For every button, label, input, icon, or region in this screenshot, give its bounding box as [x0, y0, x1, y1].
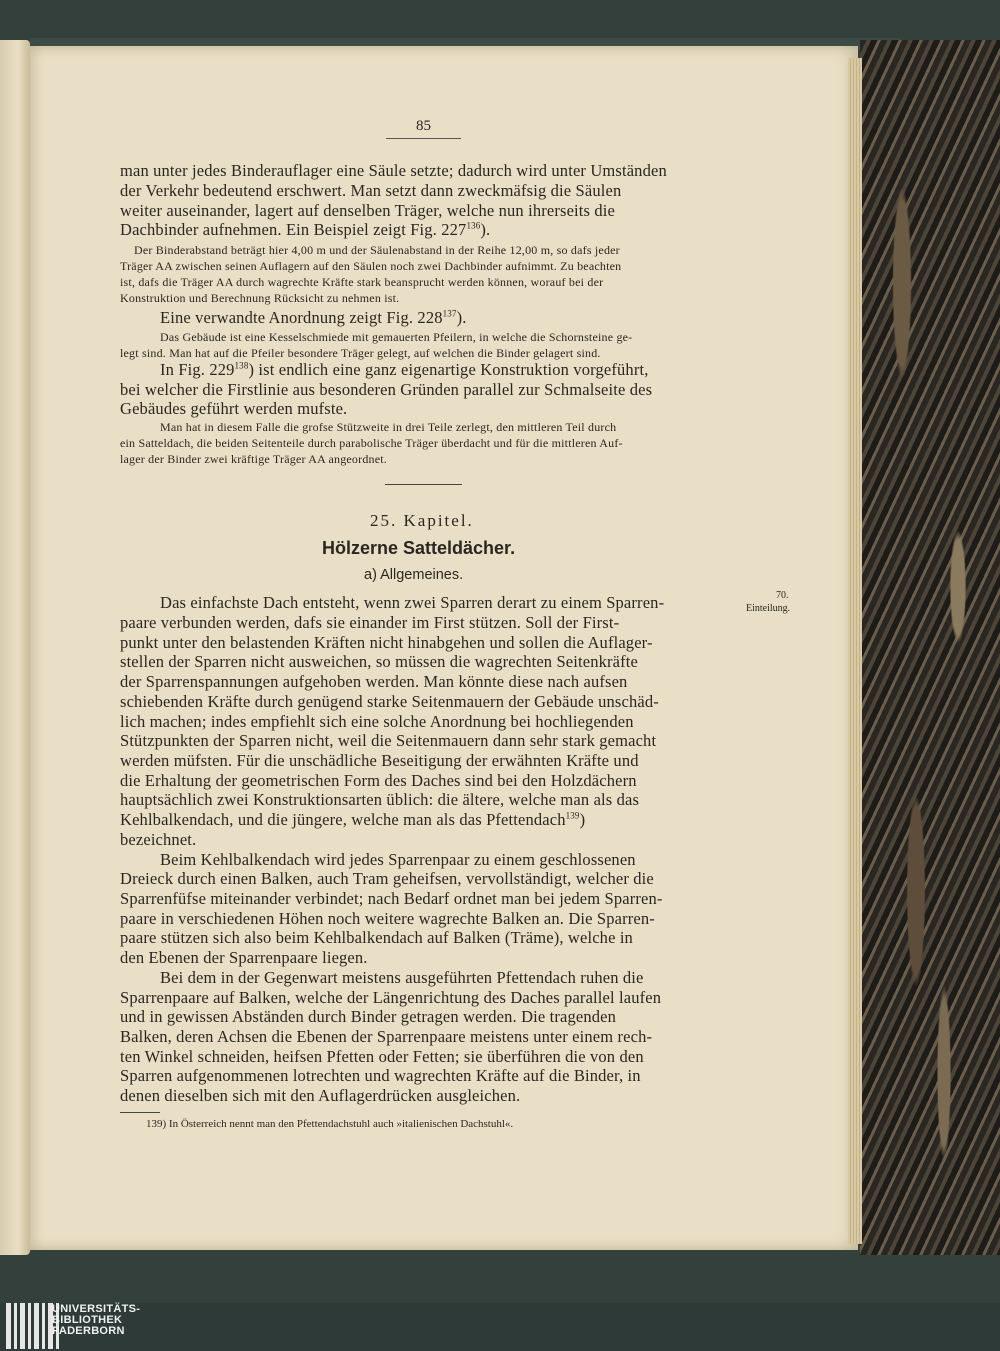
small-text-line: Träger AA zwischen seinen Auflagern auf den Säulen noch zwei Dachbinder aufnimmt. Zu beachten [120, 259, 622, 273]
text-line: bei welcher die Firstlinie aus besonderen Gründen parallel zur Schmalseite des [120, 380, 653, 399]
library-name-line: UNIVERSITÄTS- [52, 1303, 141, 1315]
text-line: Stützpunkten der Sparren nicht, weil die Seitenmauern dann sehr stark gemacht [120, 731, 657, 750]
text-line: Dreieck durch einen Balken, auch Tram geheifsen, vervollständigt, welcher die [120, 869, 654, 888]
small-text-line: Man hat in diesem Falle die grofse Stützweite in drei Teile zerlegt, den mittleren Teil durch [160, 420, 617, 434]
text-line: Balken, deren Achsen die Ebenen der Sparrenpaare meistens unter einem rech- [120, 1027, 653, 1046]
text-span: Eine verwandte Anordnung zeigt Fig. 228 [160, 308, 443, 327]
text-line: der Sparrenspannungen aufgehoben werden. Man könnte diese nach aufsen [120, 672, 628, 691]
footnote-ref: 136 [466, 220, 481, 231]
margin-note-number: 70. [776, 590, 789, 601]
small-text-line: Der Binderabstand beträgt hier 4,00 m und der Säulenabstand in der Reihe 12,00 m, so dafs jeder [134, 243, 620, 257]
small-text-line: Das Gebäude ist eine Kesselschmiede mit gemauerten Pfeilern, in welche die Schornsteine ge- [160, 330, 633, 344]
library-name-line: PADERBORN [52, 1325, 125, 1337]
text-line: den Ebenen der Sparrenpaare liegen. [120, 948, 368, 967]
header-rule [386, 138, 461, 139]
text-line: punkt unter den belastenden Kräften nicht hinabgehen und sollen die Auflager- [120, 633, 653, 652]
text-line: weiter auseinander, lagert auf denselben Träger, welche nun ihrerseits die [120, 201, 615, 220]
page-number: 85 [416, 118, 431, 134]
text-span: ) ist endlich eine ganz eigenartige Konstruktion vorgeführt, [248, 360, 649, 379]
text-line: paare stützen sich also beim Kehlbalkendach auf Balken (Träme), welche in [120, 928, 633, 947]
text-line [120, 810, 585, 830]
text-line: Bei dem in der Gegenwart meistens ausgeführten Pfettendach ruhen die [160, 968, 644, 987]
text-line [160, 360, 648, 380]
text-line: und in gewissen Abständen durch Binder getragen werden. Die tragenden [120, 1007, 617, 1026]
page-edges [848, 58, 862, 1244]
text-line: Sparren aufgenommenen lotrechten und wagrechten Kräfte auf die Binder, in [120, 1066, 641, 1085]
footnote: 139) In Österreich nennt man den Pfettendachstuhl auch »italienischen Dachstuhl«. [146, 1118, 514, 1130]
text-line: man unter jedes Binderauflager eine Säule setzte; dadurch wird unter Umständen [120, 161, 667, 180]
footnote-rule [120, 1112, 160, 1113]
section-divider [385, 484, 462, 485]
text-line: Gebäudes geführt werden mufste. [120, 399, 348, 418]
text-span: In Fig. 229 [160, 360, 235, 379]
text-span: Dachbinder aufnehmen. Ein Beispiel zeigt Fig. 227 [120, 220, 467, 239]
text-line: lich machen; indes empfiehlt sich eine solche Anordnung bei hochliegenden [120, 712, 634, 731]
footnote-ref: 138 [234, 360, 249, 371]
text-line: hauptsächlich zwei Konstruktionsarten üblich: die ältere, welche man als das [120, 790, 640, 809]
text-line [120, 220, 490, 240]
text-line: Sparrenpaare auf Balken, welche der Längenrichtung des Daches parallel laufen [120, 988, 662, 1007]
text-line: stellen der Sparren nicht ausweichen, so müssen die wagrechten Seitenkräfte [120, 652, 638, 671]
text-span: ). [456, 308, 467, 327]
left-page-edge [0, 40, 30, 1255]
text-line: schiebenden Kräfte durch genügend starke Seitenmauern der Gebäude unschäd- [120, 692, 659, 711]
text-line: Sparrenfüfse miteinander verbindet; nach Bedarf ordnet man bei jedem Sparren- [120, 889, 663, 908]
text-span: Kehlbalkendach, und die jüngere, welche man als das Pfettendach [120, 810, 566, 829]
margin-note: Einteilung. [746, 603, 791, 614]
small-text-line: Konstruktion und Berechnung Rücksicht zu nehmen ist. [120, 291, 400, 305]
text-line: paare in verschiedenen Höhen noch weitere wagrechte Balken an. Die Sparren- [120, 909, 655, 928]
text-line: bezeichnet. [120, 830, 197, 849]
chapter-title: Hölzerne Satteldächer. [322, 538, 516, 558]
small-text-line: ein Satteldach, die beiden Seitenteile durch parabolische Träger überdacht und für die mittleren Auf- [120, 436, 623, 450]
text-span: ) [579, 810, 586, 829]
text-line: die Erhaltung der geometrischen Form des Daches sind bei den Holzdächern [120, 771, 637, 790]
section-heading: a) Allgemeines. [364, 567, 464, 583]
footnote-ref: 139 [565, 810, 580, 821]
marbled-cover [860, 40, 1000, 1255]
footnote-ref: 137 [442, 308, 457, 319]
text-line: paare verbunden werden, dafs sie einander im First stützen. Soll der First- [120, 613, 620, 632]
text-line: Beim Kehlbalkendach wird jedes Sparrenpaar zu einem geschlossenen [160, 850, 636, 869]
text-span: ). [480, 220, 491, 239]
small-text-line: lager der Binder zwei kräftige Träger AA angeordnet. [120, 452, 387, 466]
text-line: Das einfachste Dach entsteht, wenn zwei Sparren derart zu einem Sparren- [160, 593, 665, 612]
small-text-line: legt sind. Man hat auf die Pfeiler besondere Träger gelegt, auf welchen die Binder gelagert sind. [120, 346, 601, 360]
text-line: der Verkehr bedeutend erschwert. Man setzt dann zweckmäfsig die Säulen [120, 181, 622, 200]
text-line [160, 308, 467, 328]
text-line: werden müfsten. Für die unschädliche Beseitigung der erwähnten Kräfte und [120, 751, 639, 770]
small-text-line: ist, dafs die Träger AA durch wagrechte Kräfte stark beansprucht werden können, worauf bei der [120, 275, 604, 289]
text-line: ten Winkel schneiden, heifsen Pfetten oder Fetten; sie überführen die von den [120, 1047, 644, 1066]
library-footer [0, 1303, 1000, 1351]
chapter-heading: 25. Kapitel. [370, 511, 474, 530]
text-line: denen dieselben sich mit den Auflagerdrücken ausgleichen. [120, 1086, 521, 1105]
library-name-line: BIBLIOTHEK [52, 1314, 123, 1326]
